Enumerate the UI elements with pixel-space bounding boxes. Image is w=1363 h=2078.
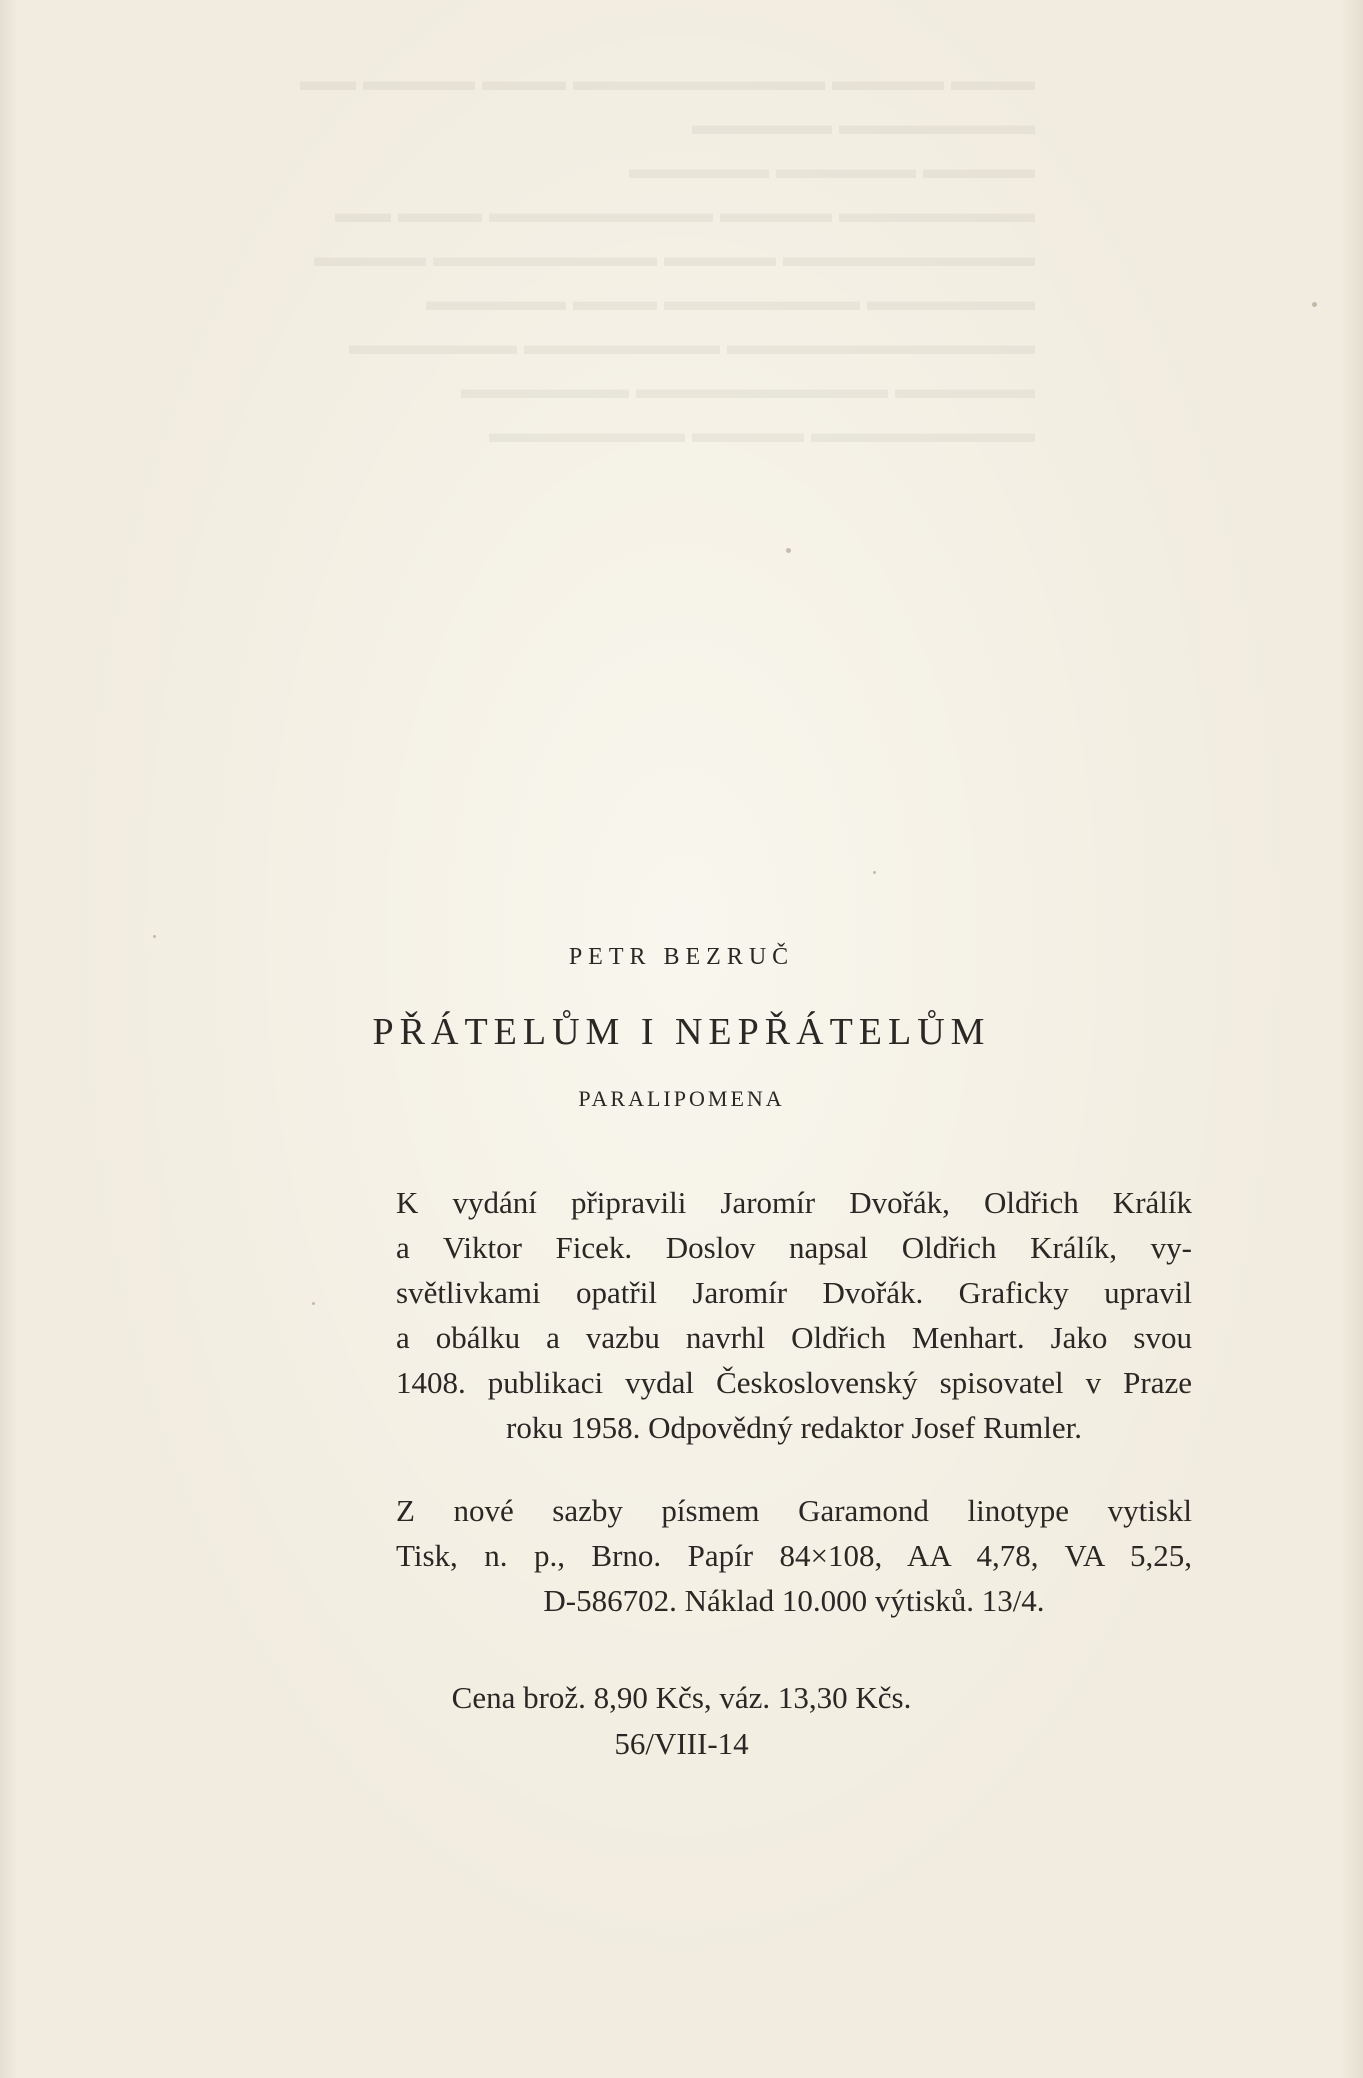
print-line: Z nové sazby písmem Garamond linotype vytiskl [396,1493,1192,1528]
print-paragraph [396,1488,1192,1623]
edition-paragraph [396,1180,1192,1450]
edition-line: světlivkami opatřil Jaromír Dvořák. Graficky upravil [396,1275,1192,1310]
book-title: PŘÁTELŮM I NEPŘÁTELŮM [372,1011,991,1053]
edition-line: 1408. publikaci vydal Československý spisovatel v Praze [396,1365,1192,1400]
paper-speck [786,548,791,553]
paper-speck [1312,302,1317,307]
show-through-text: ▬▬▬ ▬▬▬▬ ▬▬▬▬▬▬▬▬▬ ▬▬▬ ▬▬▬▬ ▬▬ ▬▬▬▬▬▬▬ ▬▬▬▬▬ ▬▬▬▬ ▬▬▬▬▬ ▬▬▬▬▬ ▬▬▬▬▬▬▬ ▬▬▬▬ ▬▬▬▬▬▬▬▬ ▬▬▬ ▬▬ ▬▬▬▬▬▬▬▬▬ ▬▬▬▬ ▬▬▬▬▬▬▬▬ ▬▬▬▬ ▬▬▬▬▬▬ ▬▬▬▬▬▬▬ ▬▬▬ ▬▬▬▬▬ ▬▬▬▬▬▬▬▬▬▬▬ ▬▬▬▬▬▬▬ ▬▬▬▬▬▬ ▬▬▬▬▬ ▬▬▬▬▬▬▬▬▬ ▬▬▬▬▬▬ ▬▬▬▬▬▬▬▬ ▬▬▬▬ ▬▬▬▬▬▬▬ [300,66,1035,449]
price-text: Cena brož. 8,90 Kčs, váz. 13,30 Kčs. [451,1680,912,1715]
edition-line: a obálku a vazbu navrhl Oldřich Menhart. Jako svou [396,1320,1192,1355]
edition-line: roku 1958. Odpovědný redaktor Josef Rumler. [506,1410,1082,1445]
edition-line: a Viktor Ficek. Doslov napsal Oldřich Králík, vy- [396,1230,1192,1265]
catalog-code: 56/VIII-14 [614,1726,749,1761]
paper-speck [312,1302,315,1305]
print-line: Tisk, n. p., Brno. Papír 84×108, AA 4,78, VA 5,25, [396,1538,1192,1573]
book-subtitle: PARALIPOMENA [578,1086,785,1111]
print-line: D-586702. Náklad 10.000 výtisků. 13/4. [543,1583,1045,1618]
author-name: PETR BEZRUČ [568,944,795,970]
paper-speck [153,935,156,938]
paper-speck [873,871,876,874]
price-block [0,1675,1363,1767]
edition-line: K vydání připravili Jaromír Dvořák, Oldřich Králík [396,1185,1192,1220]
